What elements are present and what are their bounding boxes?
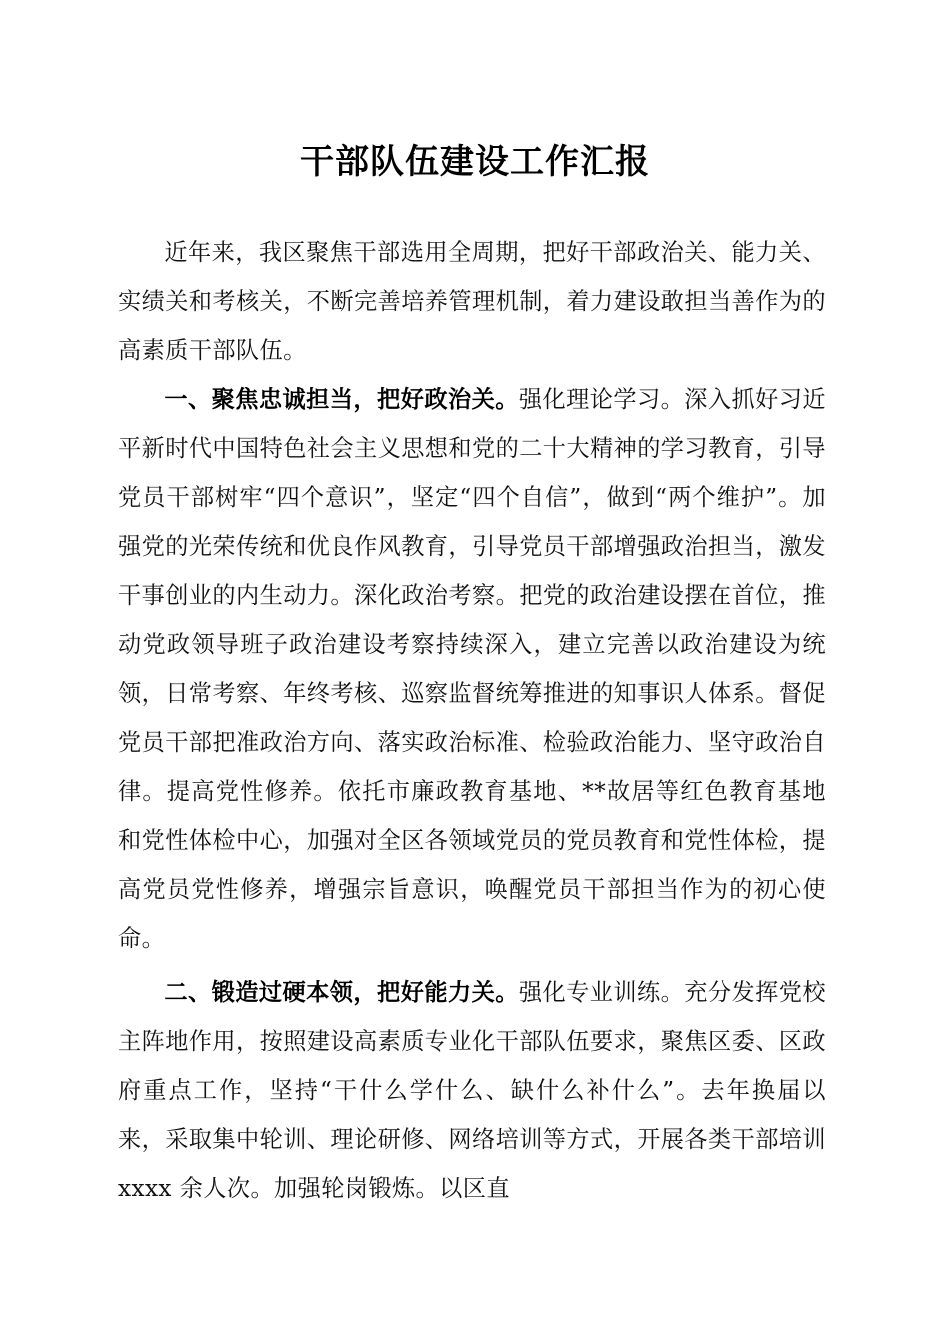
document-body — [118, 228, 826, 1213]
section-heading-2: 二、锻造过硬本领，把好能力关。 — [164, 979, 519, 1006]
section-body-1: 强化理论学习。深入抓好习近平新时代中国特色社会主义思想和党的二十大精神的学习教育，引导党员干部树牢“四个意识”，坚定“四个自信”，做到“两个维护”。加强党的光荣传统和优良作风教育，引导党员干部增强政治担当，激发干事创业的内生动力。深化政治考察。把党的政治建设摆在首位，推动党政领导班子政治建设考察持续深入，建立完善以政治建设为统领，日常考察、年终考核、巡察监督统筹推进的知事识人体系。督促党员干部把准政治方向、落实政治标准、检验政治能力、坚守政治自律。提高党性修养。依托市廉政教育基地、**故居等红色教育基地和党性体检中心，加强对全区各领域党员的党员教育和党性体检，提高党员党性修养，增强宗旨意识，唤醒党员干部担当作为的初心使命。 — [118, 386, 826, 952]
section-body-2: 强化专业训练。充分发挥党校主阵地作用，按照建设高素质专业化干部队伍要求，聚焦区委、区政府重点工作，坚持“干什么学什么、缺什么补什么”。去年换届以来，采取集中轮训、理论研修、网络培训等方式，开展各类干部培训 xxxx 余人次。加强轮岗锻炼。以区直 — [118, 979, 826, 1202]
section-heading-1: 一、聚焦忠诚担当，把好政治关。 — [164, 386, 519, 413]
section-paragraph-2 — [118, 968, 826, 1213]
section-paragraph-1 — [118, 375, 826, 963]
document-title: 干部队伍建设工作汇报 — [300, 142, 650, 182]
intro-paragraph: 近年来，我区聚焦干部选用全周期，把好干部政治关、能力关、实绩关和考核关，不断完善培养管理机制，着力建设敢担当善作为的高素质干部队伍。 — [118, 239, 826, 364]
